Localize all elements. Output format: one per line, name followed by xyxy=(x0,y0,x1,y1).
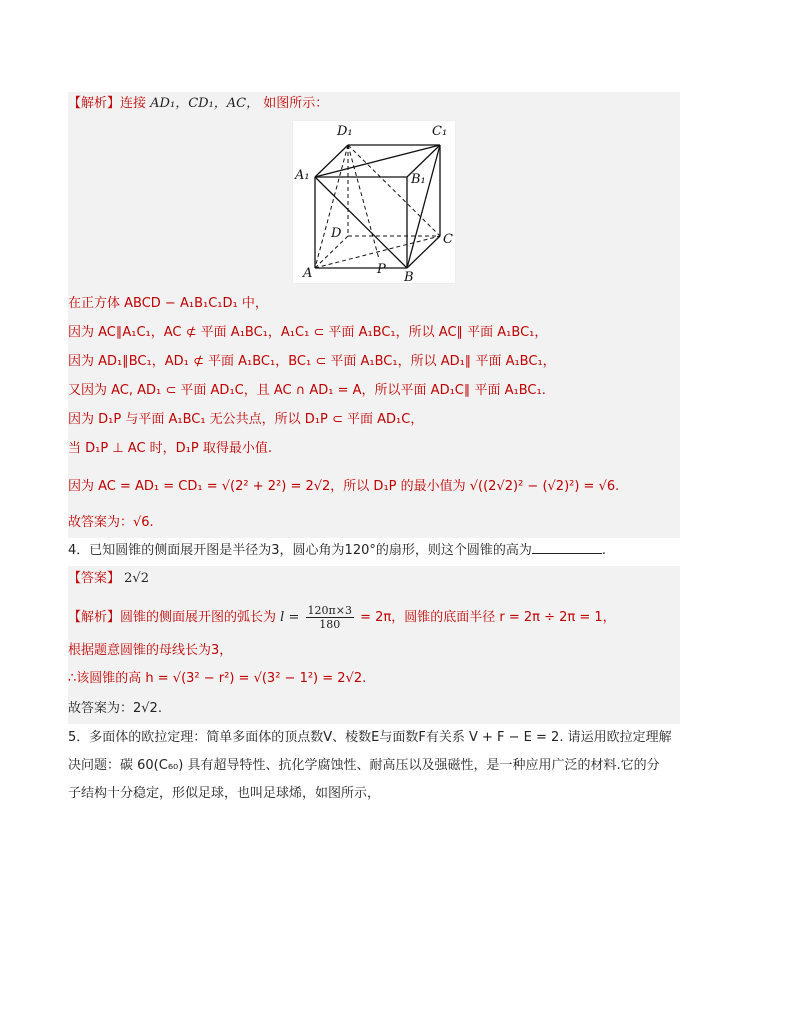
solution-4-line-3: ∴该圆锥的高 h = √(3² − r²) = √(3² − 1²) = 2√2. xyxy=(68,671,367,686)
cube-figure xyxy=(292,120,456,284)
label-p: P xyxy=(377,262,386,277)
solution-3-line-4: 因为 AD₁∥BC₁，AD₁ ⊄ 平面 A₁BC₁，BC₁ ⊂ 平面 A₁BC₁，所以 AD₁∥ 平面 A₁BC₁， xyxy=(68,354,556,369)
label-b: B xyxy=(404,270,414,283)
question-5-line-1: 5．多面体的欧拉定理：简单多面体的顶点数V、棱数E与面数F有关系 V + F − E = 2. 请运用欧拉定理解 xyxy=(68,730,672,745)
label-a1: A₁ xyxy=(295,168,310,183)
solution-4-answer: 故答案为：2√2. xyxy=(68,701,162,716)
question-4: 4．已知圆锥的侧面展开图是半径为3，圆心角为120°的扇形，则这个圆锥的高为 . xyxy=(68,543,606,558)
jiexi-tag: 【解析】 xyxy=(68,96,121,111)
answer-4: 【答案】 2√2 xyxy=(68,571,149,586)
question-5-line-3: 子结构十分稳定，形似足球，也叫足球烯，如图所示， xyxy=(68,786,381,801)
solution-4-line-1: 【解析】圆锥的侧面展开图的弧长为 l = $\frac{120\pi\times 3}{180}$ = 2π，圆锥的底面半径 r = 2π ÷ 2π = 1， xyxy=(68,604,616,631)
label-b1: B₁ xyxy=(411,172,426,187)
solution-3-line-3: 因为 AC∥A₁C₁，AC ⊄ 平面 A₁BC₁，A₁C₁ ⊂ 平面 A₁BC₁，所以 AC∥ 平面 A₁BC₁， xyxy=(68,325,548,340)
label-c1: C₁ xyxy=(432,124,448,139)
solution-3-line-1: 【解析】连接 AD₁，CD₁，AC， 如图所示： xyxy=(68,96,329,111)
solution-3-line-5: 又因为 AC, AD₁ ⊂ 平面 AD₁C，且 AC ∩ AD₁ = A，所以平面 AD₁C∥ 平面 A₁BC₁. xyxy=(68,383,546,398)
arc-length-fraction: $\frac{120\pi\times 3}{180}$ xyxy=(307,604,352,631)
solution-3-answer: 故答案为：√6. xyxy=(68,515,154,530)
question-5-line-2: 决问题：碳 60(C₆₀) 具有超导特性、抗化学腐蚀性、耐高压以及强磁性，是一种应用广泛的材料.它的分 xyxy=(68,758,660,773)
cube-diagram xyxy=(293,121,455,283)
answer-tag: 【答案】 xyxy=(68,571,121,586)
solution-4-line-2: 根据题意圆锥的母线长为3， xyxy=(68,643,233,658)
solution-3-line-2: 在正方体 ABCD − A₁B₁C₁D₁ 中， xyxy=(68,296,268,311)
answer-blank xyxy=(532,541,602,554)
solution-3-line-8: 因为 AC = AD₁ = CD₁ = √(2² + 2²) = 2√2，所以 D₁P 的最小值为 √((2√2)² − (√2)²) = √6. xyxy=(68,479,620,494)
solution-3-line-6: 因为 D₁P 与平面 A₁BC₁ 无公共点，所以 D₁P ⊂ 平面 AD₁C， xyxy=(68,412,424,427)
label-c: C xyxy=(443,232,453,247)
solution-3-line-7: 当 D₁P ⊥ AC 时，D₁P 取得最小值. xyxy=(68,441,272,456)
label-d1: D₁ xyxy=(337,124,353,139)
label-d: D xyxy=(331,226,342,241)
jiexi-tag-4: 【解析】 xyxy=(68,610,121,625)
label-a: A xyxy=(303,266,313,281)
